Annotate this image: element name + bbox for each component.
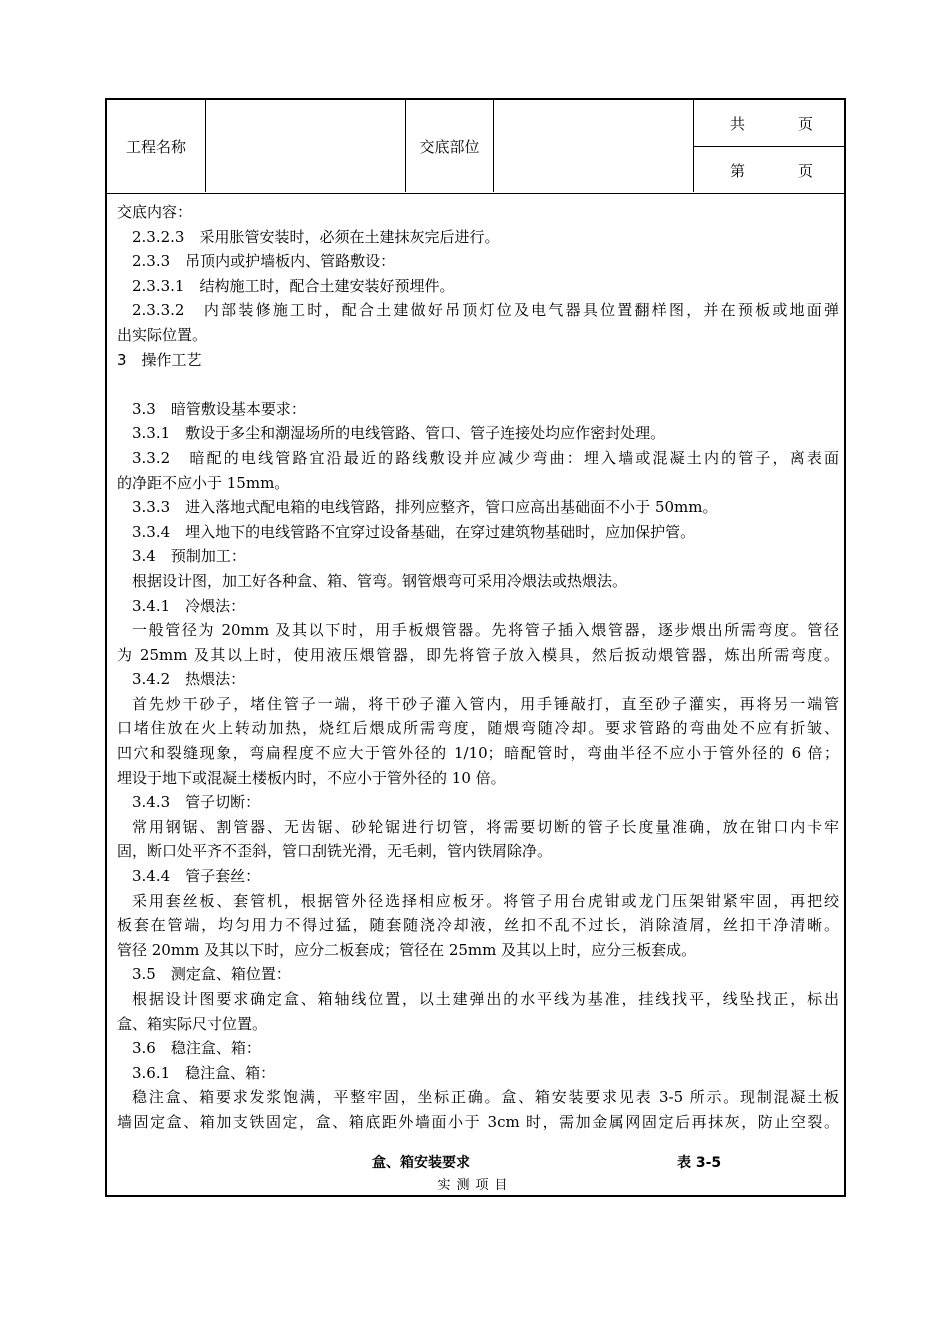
content-line xyxy=(117,372,839,397)
document-frame xyxy=(105,98,846,1197)
content-line: 3.4.2 热煨法： xyxy=(132,670,246,689)
project-name-label: 工程名称 xyxy=(125,137,186,156)
content-line: 3.4 预制加工： xyxy=(132,547,246,566)
content-line: 常用钢锯、割管器、无齿锯、砂轮锯进行切管，将需要切断的管子长度量准确，放在钳口内卡牢 xyxy=(132,817,839,836)
content-line: 3.4.1 冷煨法： xyxy=(132,596,246,615)
content-line: 出实际位置。 xyxy=(117,325,208,344)
page-number-label: 第 xyxy=(730,161,746,180)
project-name-value xyxy=(206,100,405,192)
content-line: 口堵住放在火上转动加热，烧红后煨成所需弯度，随煨弯随冷却。要求管路的弯曲处不应有折皱、 xyxy=(117,719,839,738)
content-line: 首先炒干砂子，堵住管子一端，将干砂子灌入管内，用手锤敲打，直至砂子灌实，再将另一端管 xyxy=(132,694,839,713)
content-line: 3.5 测定盒、箱位置： xyxy=(132,965,291,984)
content-line: 3.3 暗管敷设基本要求： xyxy=(132,399,306,418)
table-subheader: 实测项目 xyxy=(437,1178,514,1193)
content-line: 2.3.3.1 结构施工时，配合土建安装好预埋件。 xyxy=(132,276,455,295)
content-line: 一般管径为 20mm 及其以下时，用手板煨管器。先将管子插入煨管器，逐步煨出所需弯度。管径 xyxy=(132,621,839,640)
content-line: 根据设计图，加工好各种盒、箱、管弯。钢管煨弯可采用冷煨法或热煨法。 xyxy=(132,571,628,590)
content-line: 采用套丝板、套管机，根据管外径选择相应板牙。将管子用台虎钳或龙门压架钳紧牢固，再把绞 xyxy=(132,891,839,910)
content-line: 3.3.4 埋入地下的电线管路不宜穿过设备基础，在穿过建筑物基础时，应加保护管。 xyxy=(132,522,696,541)
content-line: 3.4.3 管子切断： xyxy=(132,793,261,812)
table-number: 表 3-5 xyxy=(677,1155,722,1171)
table-caption xyxy=(107,1152,844,1176)
content-line: 板套在管端，均匀用力不得过猛，随套随浇冷却液，丝扣不乱不过长，消除渣屑，丝扣干净清晰。 xyxy=(117,916,839,935)
location-label: 交底部位 xyxy=(419,137,480,156)
total-pages-label: 共 xyxy=(730,114,746,133)
content-line: 2.3.3.2 内部装修施工时，配合土建做好吊顶灯位及电气器具位置翻样图，并在预板或地面弹 xyxy=(132,301,839,320)
content-line: 稳注盒、箱要求发浆饱满，平整牢固，坐标正确。盒、箱安装要求见表 3-5 所示。现制混凝土板 xyxy=(132,1088,839,1107)
total-pages-cell xyxy=(694,100,844,146)
content-line: 的净距不应小于 15mm。 xyxy=(117,473,290,492)
content-line: 3.6 稳注盒、箱： xyxy=(132,1039,261,1058)
content-lines xyxy=(117,225,839,1135)
content-line: 墙固定盒、箱加支铁固定，盒、箱底距外墙面小于 3cm 时，需加金属网固定后再抹灰，防止空裂。 xyxy=(117,1112,839,1131)
content-line: 3.3.3 进入落地式配电箱的电线管路，排列应整齐，管口应高出基础面不小于 50mm。 xyxy=(132,498,718,517)
content-line: 根据设计图要求确定盒、箱轴线位置，以土建弹出的水平线为基准，挂线找平，线坠找正，标出 xyxy=(132,990,839,1008)
content-line: 3.6.1 稳注盒、箱： xyxy=(132,1063,276,1082)
content-line: 固，断口处平齐不歪斜，管口刮铣光滑，无毛刺，管内铁屑除净。 xyxy=(117,842,553,861)
content-line: 盒、箱实际尺寸位置。 xyxy=(117,1014,268,1033)
content-line: 3.4.4 管子套丝： xyxy=(132,867,261,886)
content-line: 凹穴和裂缝现象，弯扁程度不应大于管外径的 1/10；暗配管时，弯曲半径不应小于管外径的 6 倍； xyxy=(117,744,839,763)
content-line: 2.3.2.3 采用胀管安装时，必须在土建抹灰完后进行。 xyxy=(132,227,500,246)
header-table xyxy=(107,100,844,194)
location-value xyxy=(494,100,693,192)
page-number-cell xyxy=(694,147,844,193)
content-intro: 交底内容： xyxy=(117,203,193,221)
content-line: 为 25mm 及其以上时，使用液压煨管器，即先将管子放入模具，然后扳动煨管器，炼出所需弯度。 xyxy=(117,645,839,664)
table-title: 盒、箱安装要求 xyxy=(372,1155,470,1171)
content-line: 3.3.1 敷设于多尘和潮湿场所的电线管路、管口、管子连接处均应作密封处理。 xyxy=(132,424,666,443)
total-pages-unit: 页 xyxy=(798,114,814,133)
content-body xyxy=(117,200,839,1135)
content-line: 2.3.3 吊顶内或护墙板内、管路敷设： xyxy=(132,252,396,271)
content-line: 3.3.2 暗配的电线管路宜沿最近的路线敷设并应减少弯曲：埋入墙或混凝土内的管子，离表面 xyxy=(132,448,839,467)
content-line: 埋设于地下或混凝土楼板内时，不应小于管外径的 10 倍。 xyxy=(117,768,506,787)
section-heading: 3 操作工艺 xyxy=(117,350,202,369)
content-line: 管径 20mm 及其以下时，应分二板套成；管径在 25mm 及其以上时，应分三板套成。 xyxy=(117,940,697,959)
page-number-unit: 页 xyxy=(798,161,814,180)
